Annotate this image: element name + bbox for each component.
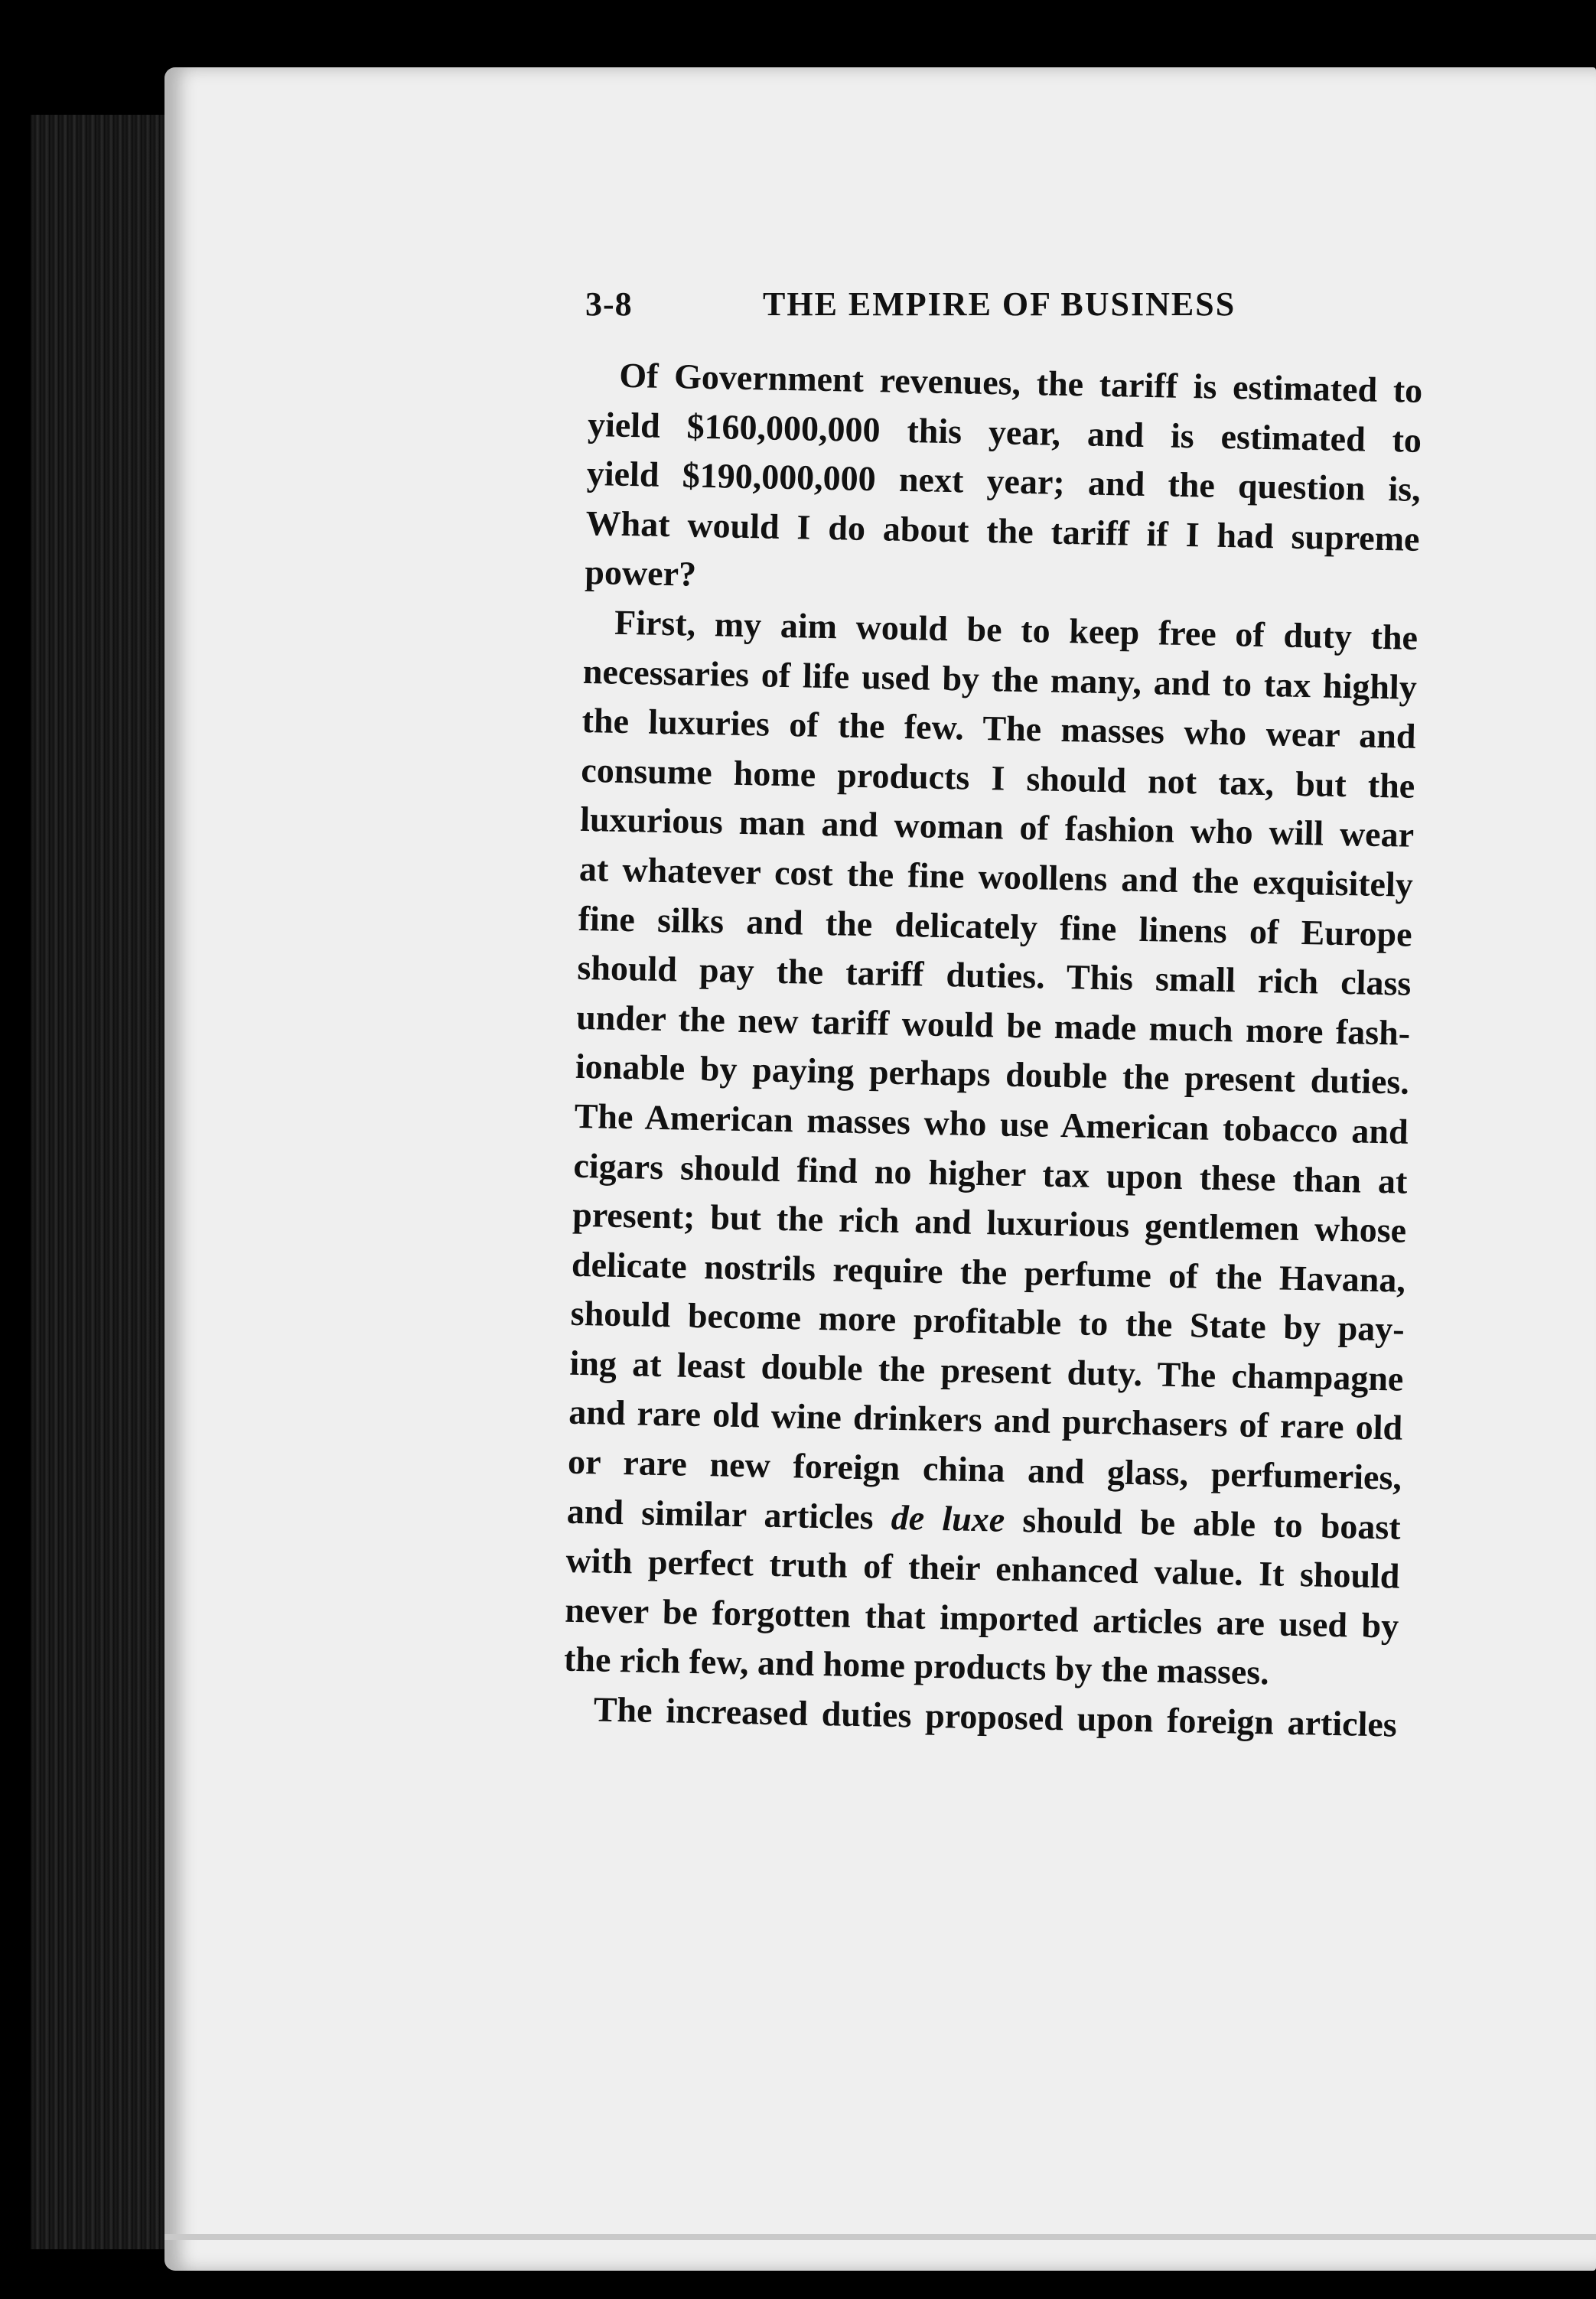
text-line: ing at least double the present duty. The champagne xyxy=(569,1343,1404,1399)
text-line: the luxuries of the few. The masses who wear and xyxy=(581,701,1417,756)
running-title: THE EMPIRE OF BUSINESS xyxy=(763,285,1236,323)
text-line: at whatever cost the fine woollens and the exquisitely xyxy=(578,848,1414,904)
text-line: never be forgotten that imported articles are used by xyxy=(564,1590,1399,1646)
italic-phrase: de luxe xyxy=(891,1497,1005,1539)
text-line: First, my aim would be to keep free of duty the xyxy=(614,602,1418,657)
text-line: consume home products I should not tax, but the xyxy=(580,750,1415,806)
text-line: yield $160,000,000 this year, and is estimated to xyxy=(587,404,1422,460)
text-line: fine silks and the delicately fine linens of Europe xyxy=(578,898,1413,954)
text-line: delicate nostrils require the perfume of the Havana, xyxy=(571,1244,1406,1300)
text-line: should become more profitable to the State by pay- xyxy=(570,1294,1405,1349)
text-line: the rich few, and home products by the masses. xyxy=(563,1640,1270,1692)
running-head xyxy=(585,285,1350,338)
text-line: should pay the tariff duties. This small rich class xyxy=(577,947,1412,1003)
text-line: or rare new foreign china and glass, perfumeries, xyxy=(567,1441,1402,1497)
text-line: and rare old wine drinkers and purchasers of rare old xyxy=(568,1392,1403,1448)
page-number: 3-8 xyxy=(585,285,633,323)
text-line: necessaries of life used by the many, and to tax highly xyxy=(582,651,1418,707)
text-line: luxurious man and woman of fashion who will wear xyxy=(579,799,1415,855)
text-line: under the new tariff would be made much more fash- xyxy=(575,997,1411,1053)
text-line: The American masses who use American tobacco and xyxy=(574,1096,1409,1151)
page-bottom-edge xyxy=(164,2234,1596,2240)
body-text xyxy=(562,350,1423,1750)
text-fragment: should be able to boast xyxy=(1004,1500,1402,1547)
paragraph-2 xyxy=(564,598,1418,1701)
text-line: present; but the rich and luxurious gentlemen whose xyxy=(572,1194,1407,1250)
text-fragment: and similar articles xyxy=(566,1491,892,1537)
text-line: cigars should find no higher tax upon these than at xyxy=(573,1145,1408,1201)
text-line: What would I do about the tariff if I had supreme xyxy=(585,503,1420,558)
text-line: power? xyxy=(584,552,697,594)
text-line: The increased duties proposed upon foreign articles xyxy=(593,1689,1398,1744)
text-line: with perfect truth of their enhanced value. It should xyxy=(565,1540,1400,1596)
paragraph-1 xyxy=(585,350,1423,614)
text-line: ionable by paying perhaps double the present duties. xyxy=(575,1047,1410,1102)
text-line: yield $190,000,000 next year; and the question is, xyxy=(586,454,1422,510)
text-line: Of Government revenues, the tariff is estimated to xyxy=(618,355,1423,410)
